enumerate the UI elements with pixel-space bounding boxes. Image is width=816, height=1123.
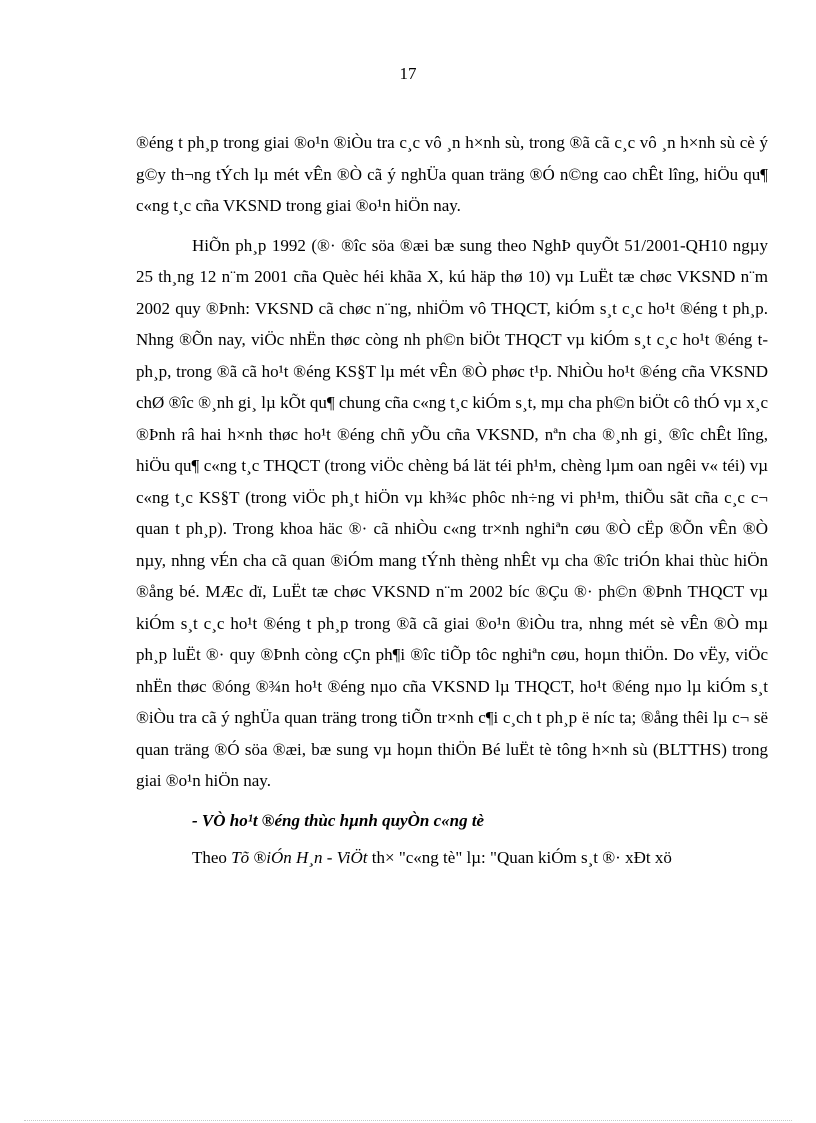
document-body: [136, 127, 768, 882]
page-number: 17: [399, 64, 417, 83]
paragraph-constitution: HiÕn ph¸p 1992 (®· ®îc söa ®æi bæ sung theo NghÞ quyÕt 51/2001-QH10 ngµy 25 th¸ng 12 n¨m 2001 cña Quèc héi khãa X, kú häp thø 10) vµ LuËt tæ chøc VKSND n¨m 2002 quy ®Þnh: VKSND cã chøc n¨ng, nhiÖm vô THQCT, kiÓm s¸t c¸c ho¹t ®éng t ph¸p. Nhng ®Õn nay, viÖc nhËn thøc còng nh ph©n biÖt THQCT vµ kiÓm s¸t c¸c ho¹t ®éng t ph¸p, trong ®ã cã ho¹t ®éng KS§T lµ mét vÊn ®Ò phøc t¹p. NhiÒu ho¹t ®éng cña VKSND chØ ®îc ®¸nh gi¸ lµ kÕt qu¶ chung cña c«ng t¸c kiÓm s¸t, mµ cha ph©n biÖt cô thÓ vµ x¸c ®Þnh râ hai h×nh thøc ho¹t ®éng chñ yÕu cña VKSND, nªn cha ®¸nh gi¸ ®îc chÊt lîng, hiÖu qu¶ c«ng t¸c THQCT (trong viÖc chèng bá lät téi ph¹m, chèng lµm oan ngêi v« téi) vµ c«ng t¸c KS§T (trong viÖc ph¸t hiÖn vµ kh¾c phôc nh÷ng vi ph¹m, thiÕu sãt cña c¸c c¬ quan t ph¸p). Trong khoa häc ®· cã nhiÒu c«ng tr×nh nghiªn cøu ®Ò cËp ®Õn vÊn ®Ò nµy, nhng vÉn cha cã quan ®iÓm mang tÝnh thèng nhÊt vµ cha ®îc triÓn khai thùc hiÖn ®ång bé. MÆc dï, LuËt tæ chøc VKSND n¨m 2002 bíc ®Çu ®· ph©n ®Þnh THQCT vµ kiÓm s¸t c¸c ho¹t ®éng t ph¸p trong ®ã cã giai ®o¹n ®iÒu tra, nhng mét sè vÊn ®Ò mµ ph¸p luËt ®· quy ®Þnh còng cÇn ph¶i ®îc tiÕp tôc nghiªn cøu, hoµn thiÖn. Do vËy, viÖc nhËn thøc ®óng ®¾n ho¹t ®éng nµo cña VKSND lµ THQCT, ho¹t ®éng nµo lµ kiÓm s¸t ®iÒu tra cã ý nghÜa quan träng trong tiÕn tr×nh c¶i c¸ch t ph¸p ë níc ta; ®ång thêi lµ c¬ së quan träng ®Ó söa ®æi, bæ sung vµ hoµn thiÖn Bé luËt tè tông h×nh sù (BLTTHS) trong giai ®o¹n hiÖn nay.: [136, 235, 768, 790]
page-bottom-border: [24, 1120, 792, 1121]
section-heading: - VÒ ho¹t ®éng thùc hµnh quyÒn c«ng tè: [192, 810, 485, 830]
paragraph-continuation: ®éng t ph¸p trong giai ®o¹n ®iÒu tra c¸c vô ¸n h×nh sù, trong ®ã cã c¸c vô ¸n h×nh sù cè ý g©y th¬ng tÝch lµ mét vÊn ®Ò cã ý nghÜa quan träng ®Ó n©ng cao chÊt lîng, hiÖu qu¶ c«ng t¸c cña VKSND trong giai ®o¹n hiÖn nay.: [136, 133, 768, 215]
dictionary-title: Tõ ®iÓn H¸n - ViÖt: [231, 848, 368, 867]
definition-intro: Theo: [192, 848, 227, 867]
definition-text: th× "c«ng tè" lµ: "Quan kiÓm s¸t ®· xÐt xö: [371, 848, 672, 867]
paragraph-definition: [136, 842, 768, 874]
